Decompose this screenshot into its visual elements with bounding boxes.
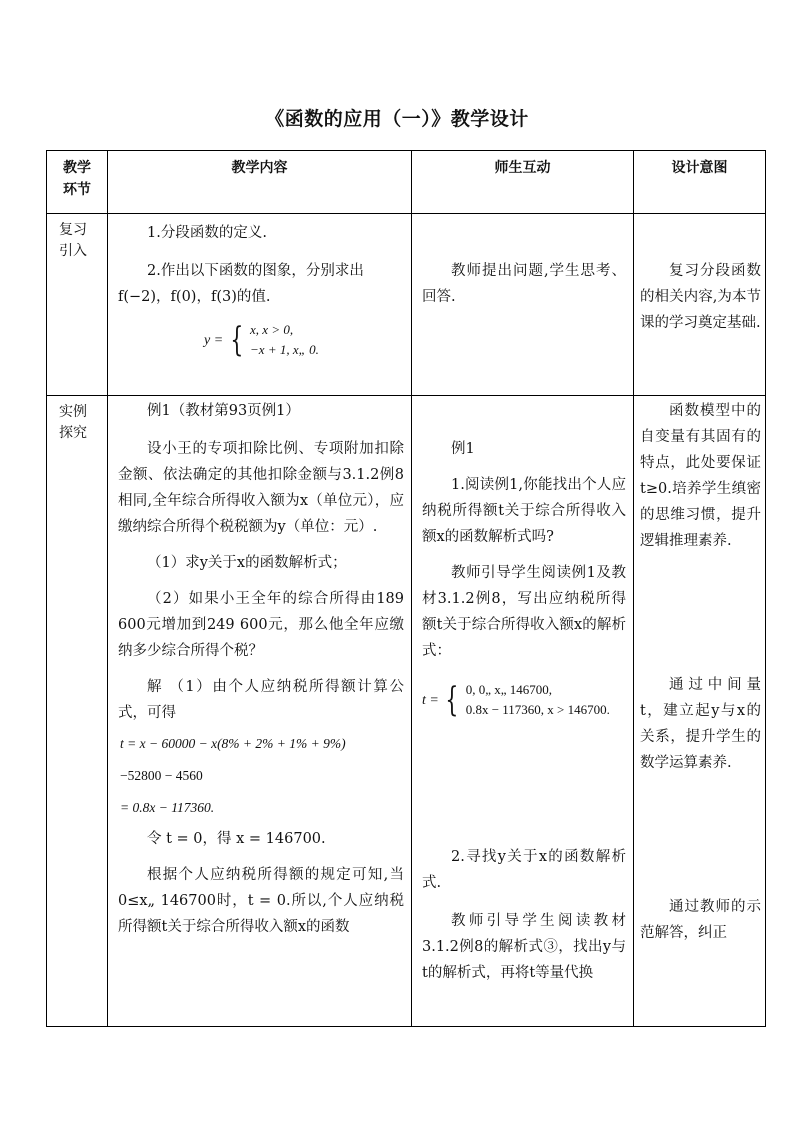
question-1: （1）求y关于x的函数解析式； bbox=[147, 555, 347, 571]
intent-paragraph-1: 函数模型中的自变量有其固有的特点，此处要保证t≥0.培养学生缜密的思维习惯，提升逻辑推理素养. bbox=[640, 403, 761, 549]
solution-intro: 解 （1）由个人应纳税所得额计算公式，可得 bbox=[118, 679, 404, 721]
interaction-guide-2: 教师引导学生阅读教材3.1.2例8的解析式③，找出y与t的解析式，再将t等量代换 bbox=[422, 913, 626, 981]
header-stage-line2: 环节 bbox=[63, 182, 91, 198]
header-row bbox=[47, 151, 766, 214]
explore-stage-line1: 实例 bbox=[59, 404, 87, 420]
piecewise-formula bbox=[108, 320, 411, 360]
review-interaction-text: 教师提出问题,学生思考、回答. bbox=[422, 263, 626, 305]
header-stage-line1: 教学 bbox=[63, 160, 91, 176]
explore-content-cell bbox=[108, 396, 412, 1027]
review-item-2-values: f(−2)，f(0)，f(3)的值. bbox=[118, 289, 271, 305]
review-stage-line2: 引入 bbox=[59, 243, 87, 259]
review-intent-text: 复习分段函数的相关内容,为本节课的学习奠定基础. bbox=[640, 263, 761, 331]
review-item-1: 1.分段函数的定义. bbox=[147, 225, 267, 241]
t-formula-case-2: 0.8x − 117360, x > 146700. bbox=[465, 702, 610, 717]
review-content-cell bbox=[108, 214, 412, 396]
explore-interaction-cell bbox=[412, 396, 634, 1027]
left-brace-icon: { bbox=[230, 320, 244, 360]
explore-stage-cell bbox=[47, 396, 108, 1027]
interaction-question-2: 2.寻找y关于x的函数解析式. bbox=[422, 849, 626, 891]
review-row bbox=[47, 214, 766, 396]
formula-cases bbox=[250, 320, 319, 360]
equation-2: −52800 − 4560 bbox=[120, 768, 203, 783]
formula-case-2: −x + 1, x„ 0. bbox=[250, 342, 319, 357]
explore-intent-cell bbox=[634, 396, 766, 1027]
header-interaction: 师生互动 bbox=[412, 151, 634, 214]
t-left-brace-icon: { bbox=[445, 680, 459, 720]
t-piecewise-formula bbox=[412, 680, 633, 720]
question-2: （2）如果小王全年的综合所得由189 600元增加到249 600元，那么他全年应缴纳多少综合所得个税？ bbox=[118, 591, 404, 659]
header-content: 教学内容 bbox=[108, 151, 412, 214]
solution-conclusion: 根据个人应纳税所得额的规定可知,当0≤x„ 146700时，t = 0.所以,个人应纳税所得额t关于综合所得收入额x的函数 bbox=[118, 867, 404, 935]
review-stage-line1: 复习 bbox=[59, 222, 87, 238]
t-formula-case-1: 0, 0„ x„ 146700, bbox=[465, 682, 552, 697]
equation-4: 令 t = 0，得 x = 146700. bbox=[147, 831, 326, 847]
example-problem: 设小王的专项扣除比例、专项附加扣除金额、依法确定的其他扣除金额与3.1.2例8相同,全年综合所得收入额为x（单位元），应缴纳综合所得个税税额为y（单位：元）. bbox=[118, 441, 404, 535]
intent-paragraph-2: 通过中间量t，建立起y与x的关系，提升学生的数学运算素养. bbox=[640, 677, 761, 771]
equation-3: = 0.8x − 117360. bbox=[120, 800, 215, 815]
header-stage bbox=[47, 151, 108, 214]
equation-1: t = x − 60000 − x(8% + 2% + 1% + 9%) bbox=[120, 736, 346, 751]
explore-stage-line2: 探究 bbox=[59, 425, 87, 441]
interaction-guide-1: 教师引导学生阅读例1及教材3.1.2例8，写出应纳税所得额t关于综合所得收入额x的解析式： bbox=[422, 565, 626, 659]
formula-lhs: y = bbox=[204, 333, 224, 348]
lesson-plan-table bbox=[46, 150, 766, 1027]
review-interaction-cell bbox=[412, 214, 634, 396]
example-title: 例1（教材第93页例1） bbox=[147, 403, 300, 419]
t-formula-lhs: t = bbox=[422, 693, 439, 708]
t-formula-cases bbox=[466, 680, 610, 720]
review-item-2: 2.作出以下函数的图象，分别求出 bbox=[147, 263, 364, 279]
interaction-example-label: 例1 bbox=[451, 441, 475, 457]
interaction-question-1: 1.阅读例1,你能找出个人应纳税所得额t关于综合所得收入额x的函数解析式吗? bbox=[422, 477, 626, 545]
review-intent-cell bbox=[634, 214, 766, 396]
page-title: 《函数的应用（一）》教学设计 bbox=[265, 108, 529, 130]
header-intent: 设计意图 bbox=[634, 151, 766, 214]
review-stage-cell bbox=[47, 214, 108, 396]
formula-case-1: x, x > 0, bbox=[250, 322, 294, 337]
intent-paragraph-3: 通过教师的示范解答，纠正 bbox=[640, 899, 761, 941]
explore-row bbox=[47, 396, 766, 1027]
